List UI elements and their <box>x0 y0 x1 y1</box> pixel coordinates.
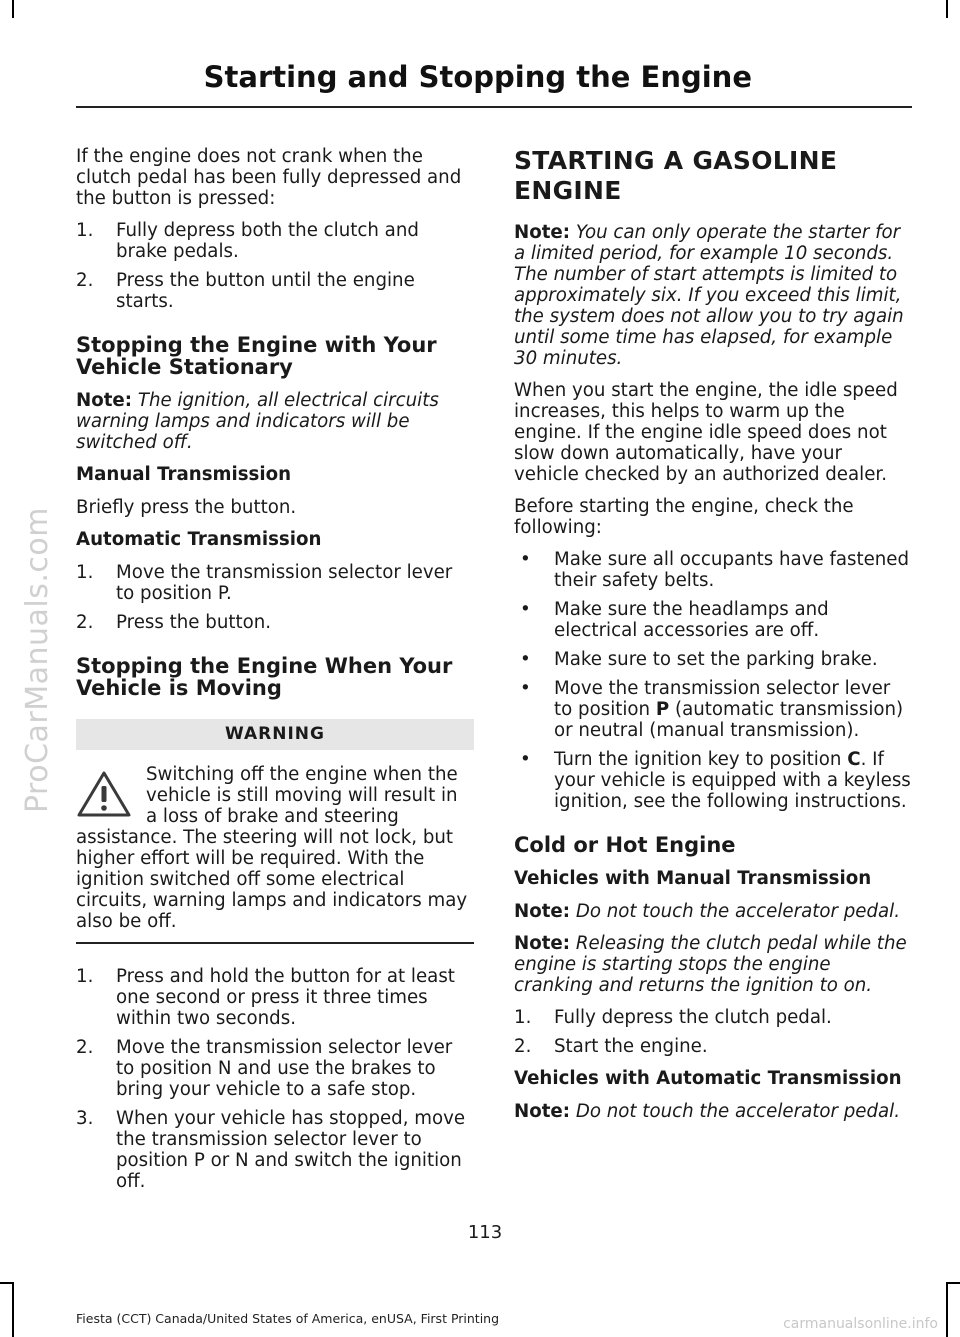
list-item <box>76 1037 474 1100</box>
note-text: The ignition, all electrical circuits warning lamps and indicators will be switched off. <box>76 390 439 453</box>
crop-mark <box>946 1282 960 1284</box>
warning-triangle-icon <box>76 770 132 818</box>
warning-title: WARNING <box>76 719 474 750</box>
manual-vehicles-heading: Vehicles with Manual Transmission <box>514 868 872 889</box>
step-number: 2. <box>514 1036 532 1057</box>
note-starter <box>514 222 912 369</box>
warning-box <box>76 719 474 944</box>
checklist <box>514 549 912 812</box>
list-item <box>514 649 912 670</box>
idle-paragraph: When you start the engine, the idle speed increases, this helps to warm up the engine. If the engine idle speed does not slow down automatically, have your vehicle checked by an authorized dealer. <box>514 380 898 485</box>
intro-paragraph: If the engine does not crank when the clutch pedal has been fully depressed and the button is pressed: <box>76 146 462 209</box>
step-text: Fully depress both the clutch and brake pedals. <box>116 220 419 262</box>
step-text: Fully depress the clutch pedal. <box>554 1007 832 1028</box>
note-clutch <box>514 933 912 996</box>
step-text: Press the button until the engine starts. <box>116 270 415 312</box>
list-item <box>76 270 474 312</box>
list-item <box>514 549 912 591</box>
page-title: Starting and Stopping the Engine <box>203 60 752 94</box>
note-accelerator-2 <box>514 1101 912 1122</box>
note-text: Do not touch the accelerator pedal. <box>575 1101 901 1122</box>
crop-mark <box>946 1282 948 1337</box>
step-text: Press the button. <box>116 612 272 633</box>
step-text: When your vehicle has stopped, move the transmission selector lever to position P or N and switch the ignition off. <box>116 1108 466 1192</box>
note-text: Do not touch the accelerator pedal. <box>575 901 901 922</box>
step-text: Move the transmission selector lever to position P. <box>116 562 453 604</box>
note-label: Note: <box>514 222 571 243</box>
position-letter: P <box>655 699 670 720</box>
before-paragraph: Before starting the engine, check the following: <box>514 496 854 538</box>
position-letter: C <box>847 749 861 770</box>
bullet-text: (automatic transmission) or neutral (manual transmission). <box>554 699 904 741</box>
bullet: • <box>520 749 531 770</box>
step-number: 1. <box>76 220 94 241</box>
step-number: 1. <box>76 562 94 583</box>
footer-site-watermark: carmanualsonline.info <box>783 1316 938 1332</box>
manual-steps <box>514 1007 912 1057</box>
step-number: 2. <box>76 270 94 291</box>
list-item <box>514 1007 912 1028</box>
bullet-text: Turn the ignition key to position <box>554 749 848 770</box>
step-text: Move the transmission selector lever to position N and use the brakes to bring your vehicle to a safe stop. <box>116 1037 453 1100</box>
step-number: 1. <box>76 966 94 987</box>
moving-steps <box>76 966 474 1192</box>
footer-edition: Fiesta (CCT) Canada/United States of America, enUSA, First Printing <box>76 1311 500 1326</box>
automatic-steps <box>76 562 474 633</box>
page-number: 113 <box>467 1222 503 1243</box>
note-accelerator <box>514 901 912 922</box>
bullet-text: . If your vehicle is equipped with a keyless ignition, see the following instructions. <box>554 749 911 812</box>
note-text: You can only operate the starter for a limited period, for example 10 seconds. The number of start attempts is limited to approximately six. If you exceed this limit, the system does not allow you to try again until some time has elapsed, for example 30 minutes. <box>514 222 904 369</box>
list-item <box>76 562 474 604</box>
step-number: 2. <box>76 1037 94 1058</box>
manual-transmission-text: Briefly press the button. <box>76 497 297 518</box>
crop-mark <box>12 0 14 18</box>
cold-hot-heading: Cold or Hot Engine <box>514 833 736 857</box>
bullet: • <box>520 549 531 570</box>
heading-moving: Stopping the Engine When Your Vehicle is Moving <box>76 654 453 700</box>
watermark-text: ProCarManuals.com <box>20 507 55 814</box>
bullet: • <box>520 599 531 620</box>
bullet-text: Make sure to set the parking brake. <box>554 649 878 670</box>
crop-mark <box>0 1282 14 1284</box>
step-text: Press and hold the button for at least one second or press it three times within two seconds. <box>116 966 455 1029</box>
step-number: 2. <box>76 612 94 633</box>
note-text: Releasing the clutch pedal while the engine is starting stops the engine cranking and returns the ignition to on. <box>514 933 907 996</box>
crop-mark <box>12 1282 14 1337</box>
right-column <box>514 146 912 1133</box>
list-item <box>514 1036 912 1057</box>
list-item <box>76 1108 474 1192</box>
step-text: Start the engine. <box>554 1036 708 1057</box>
header-divider <box>76 106 912 108</box>
list-item <box>76 966 474 1029</box>
bullet: • <box>520 649 531 670</box>
note-stationary <box>76 390 474 453</box>
bullet-text: Move the transmission selector lever to position <box>554 678 891 720</box>
warning-divider <box>76 942 474 944</box>
left-column <box>76 146 474 1203</box>
list-item <box>76 612 474 633</box>
warning-body <box>76 764 474 932</box>
note-label: Note: <box>76 390 133 411</box>
bullet-text: Make sure the headlamps and electrical accessories are off. <box>554 599 829 641</box>
warning-text: Switching off the engine when the vehicle is still moving will result in a loss of brake and steering assistance. The steering will not lock, but higher effort will be required. With the ignition switched off some electrical circuits, warning lamps and indicators may also be off. <box>76 764 468 932</box>
bullet-text: Make sure all occupants have fastened their safety belts. <box>554 549 910 591</box>
list-item <box>514 749 912 812</box>
manual-transmission-heading: Manual Transmission <box>76 464 292 485</box>
intro-steps <box>76 220 474 312</box>
automatic-vehicles-heading: Vehicles with Automatic Transmission <box>514 1068 902 1089</box>
note-label: Note: <box>514 901 571 922</box>
note-label: Note: <box>514 933 571 954</box>
section-heading <box>514 146 912 206</box>
note-label: Note: <box>514 1101 571 1122</box>
list-item <box>76 220 474 262</box>
step-number: 1. <box>514 1007 532 1028</box>
list-item <box>514 599 912 641</box>
heading-stationary: Stopping the Engine with Your Vehicle Stationary <box>76 333 437 379</box>
list-item <box>514 678 912 741</box>
section-heading-line: STARTING A GASOLINE <box>514 146 838 175</box>
section-heading-line: ENGINE <box>514 176 622 205</box>
crop-mark <box>946 0 948 18</box>
bullet: • <box>520 678 531 699</box>
step-number: 3. <box>76 1108 94 1129</box>
automatic-transmission-heading: Automatic Transmission <box>76 529 322 550</box>
